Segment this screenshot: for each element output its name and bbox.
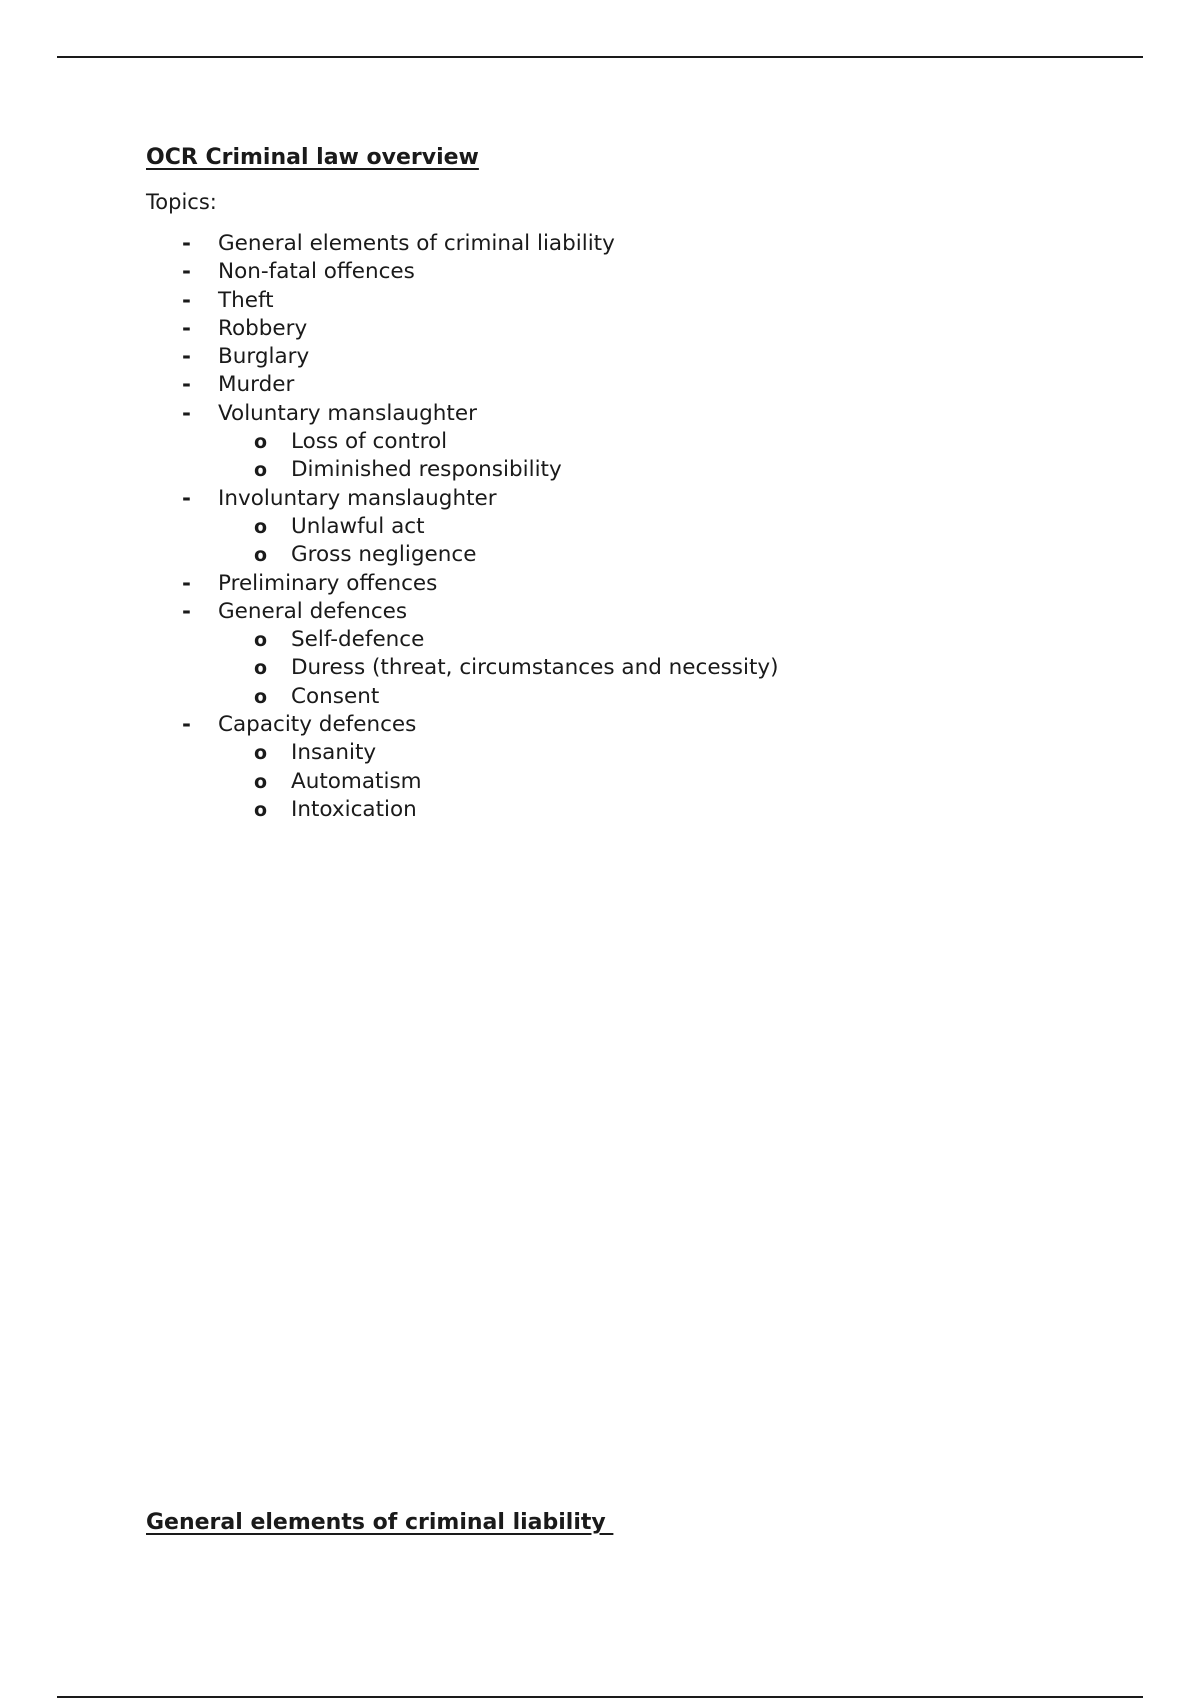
subtopic-label: Gross negligence xyxy=(291,542,477,568)
circle-bullet: o xyxy=(254,515,268,538)
subtopic-label: Intoxication xyxy=(291,796,417,822)
dash-bullet: - xyxy=(182,400,191,426)
dash-bullet: - xyxy=(182,712,191,738)
topic-item xyxy=(146,485,1046,513)
circle-bullet: o xyxy=(254,544,268,567)
topic-label: Robbery xyxy=(218,315,308,341)
dash-bullet: - xyxy=(182,372,191,398)
subtopic-label: Automatism xyxy=(291,768,422,794)
topic-list xyxy=(146,230,1046,824)
topic-item xyxy=(146,230,1046,258)
circle-bullet: o xyxy=(254,431,268,454)
topic-label: General elements of criminal liability xyxy=(218,231,615,256)
subtopic-item xyxy=(146,456,1046,484)
header-rule xyxy=(57,56,1143,58)
subtopic-item xyxy=(146,683,1046,711)
subtopic-label: Loss of control xyxy=(291,429,448,455)
subtopic-item xyxy=(146,513,1046,541)
dash-bullet: - xyxy=(182,259,191,285)
subtopic-item xyxy=(146,768,1046,796)
subtopic-item xyxy=(146,739,1046,767)
topic-label: Theft xyxy=(218,287,274,313)
footer-rule xyxy=(57,1696,1143,1698)
dash-bullet: - xyxy=(182,231,191,256)
dash-bullet: - xyxy=(182,344,191,370)
circle-bullet: o xyxy=(254,770,268,793)
topic-label: Burglary xyxy=(218,344,310,370)
subtopic-label: Self-defence xyxy=(291,627,425,653)
circle-bullet: o xyxy=(254,685,268,708)
subtopic-item xyxy=(146,428,1046,456)
topic-label: Voluntary manslaughter xyxy=(218,400,477,426)
circle-bullet: o xyxy=(254,742,268,765)
circle-bullet: o xyxy=(254,629,268,652)
topics-label: Topics: xyxy=(146,190,217,214)
topic-label: Involuntary manslaughter xyxy=(218,485,497,511)
topic-item xyxy=(146,258,1046,286)
subtopic-label: Consent xyxy=(291,683,380,709)
topic-item xyxy=(146,343,1046,371)
topic-label: Capacity defences xyxy=(218,712,417,738)
topic-item xyxy=(146,371,1046,399)
dash-bullet: - xyxy=(182,287,191,313)
subtopic-label: Insanity xyxy=(291,740,377,766)
dash-bullet: - xyxy=(182,485,191,511)
subtopic-item xyxy=(146,626,1046,654)
circle-bullet: o xyxy=(254,798,268,821)
topic-item xyxy=(146,315,1046,343)
topic-item xyxy=(146,400,1046,428)
circle-bullet: o xyxy=(254,657,268,680)
topic-label: Non-fatal offences xyxy=(218,259,415,285)
topic-item xyxy=(146,570,1046,598)
topic-label: Murder xyxy=(218,372,295,398)
subtopic-label: Diminished responsibility xyxy=(291,457,562,483)
dash-bullet: - xyxy=(182,598,191,624)
dash-bullet: - xyxy=(182,315,191,341)
dash-bullet: - xyxy=(182,570,191,596)
subtopic-label: Duress (threat, circumstances and necessity) xyxy=(291,655,779,681)
subtopic-item xyxy=(146,796,1046,824)
subtopic-item xyxy=(146,654,1046,682)
subtopic-label: Unlawful act xyxy=(291,513,425,539)
page-title: OCR Criminal law overview xyxy=(146,145,479,170)
topic-label: Preliminary offences xyxy=(218,570,438,596)
topic-item xyxy=(146,711,1046,739)
topic-label: General defences xyxy=(218,598,408,624)
topic-item xyxy=(146,287,1046,315)
circle-bullet: o xyxy=(254,459,268,482)
topic-item xyxy=(146,598,1046,626)
subtopic-item xyxy=(146,541,1046,569)
section-heading: General elements of criminal liability xyxy=(146,1510,614,1535)
